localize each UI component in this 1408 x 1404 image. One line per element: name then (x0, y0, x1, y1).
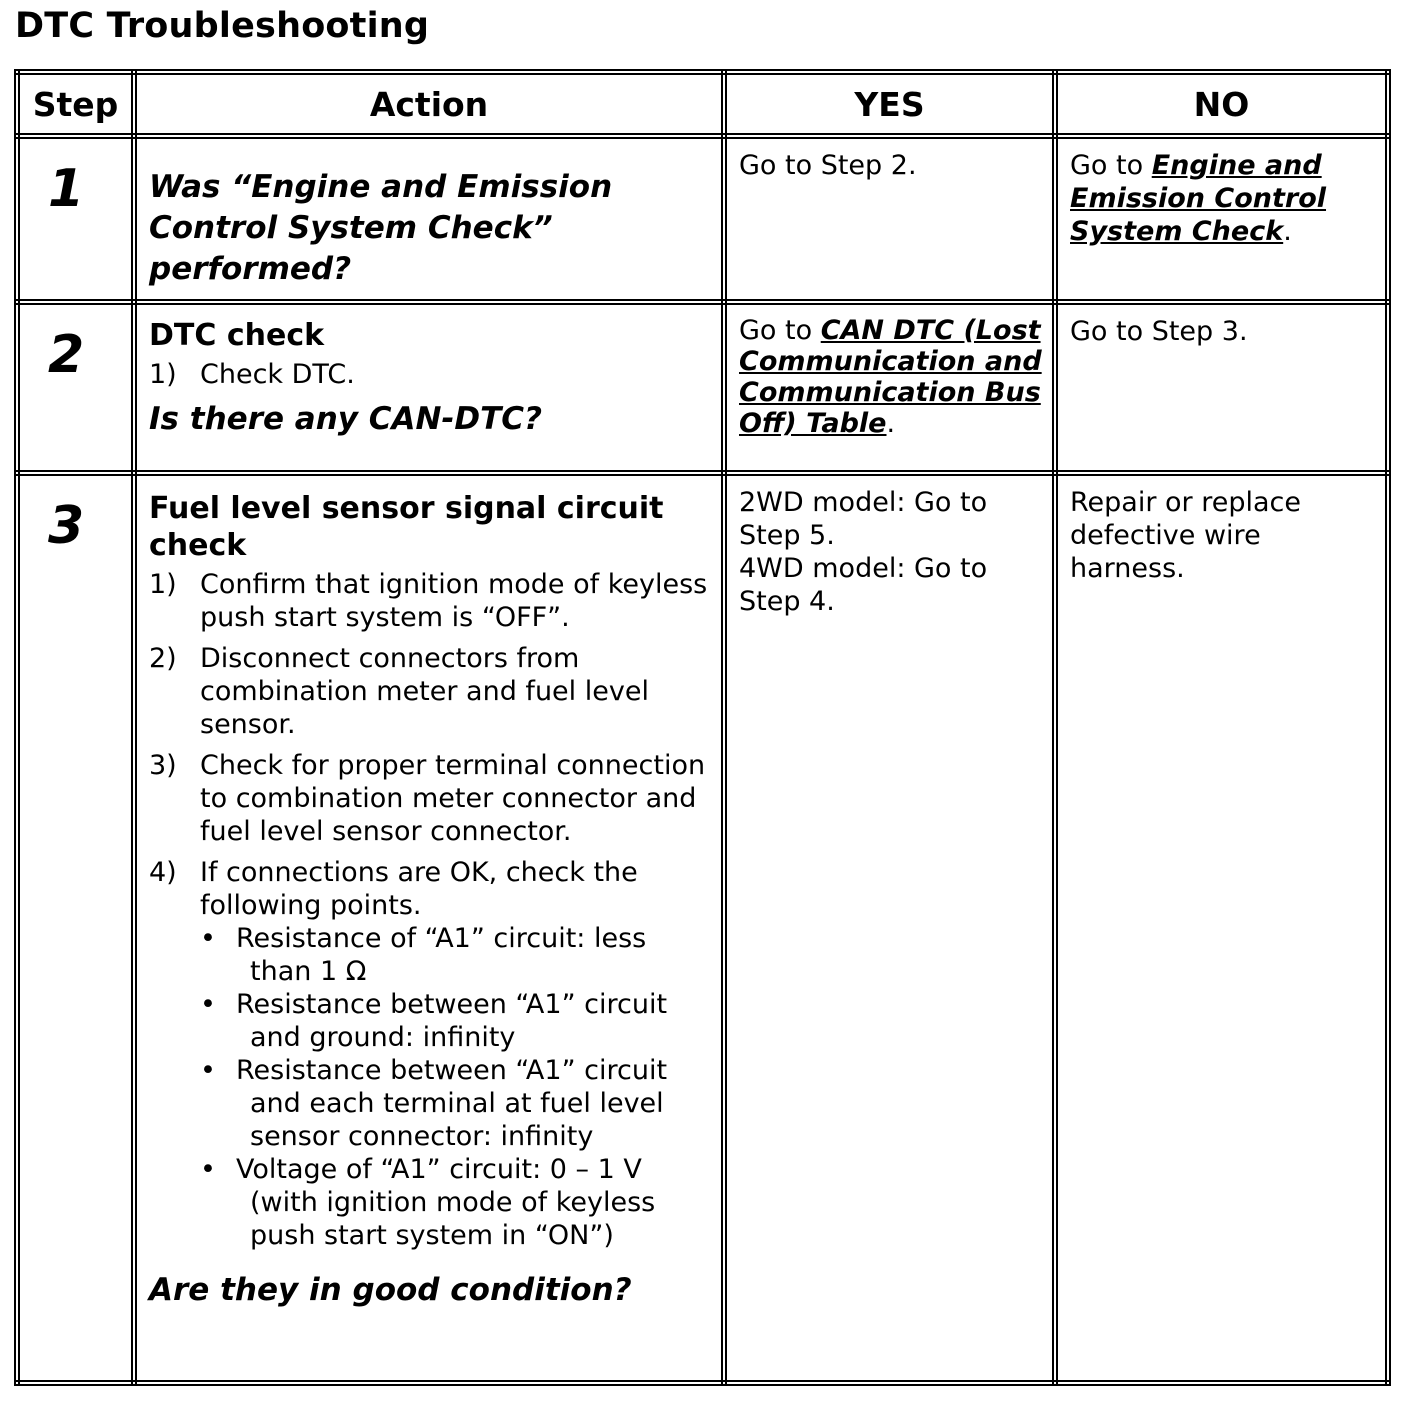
list-item (149, 749, 711, 848)
action-cell (134, 302, 724, 473)
header-no: NO (1055, 72, 1388, 136)
item-text: Check DTC. (200, 359, 355, 390)
list-item (149, 856, 711, 1252)
action-steps (149, 568, 711, 1252)
action-heading: DTC check (149, 318, 325, 353)
bullet-item: • Voltage of “A1” circuit: 0 – 1 V (with ignition mode of keyless push start system in “ON”) (214, 1153, 711, 1252)
yes-cell (724, 302, 1055, 473)
action-question: Is there any CAN-DTC? (149, 401, 542, 437)
step-cell (17, 473, 134, 1383)
yes-suffix: . (886, 408, 896, 439)
action-cell (134, 136, 724, 302)
no-prefix: Go to (1070, 150, 1152, 181)
no-cell (1055, 136, 1388, 302)
no-text: Go to Step 3. (1070, 316, 1248, 347)
yes-text: Go to Step 2. (739, 150, 917, 181)
no-cell (1055, 302, 1388, 473)
action-question: Are they in good condition? (149, 1272, 632, 1308)
action-heading: Fuel level sensor signal circuit check (149, 491, 664, 563)
action-steps (149, 358, 711, 391)
table-row-step-2 (17, 302, 1388, 473)
item-text: If connections are OK, check the following points. (200, 857, 638, 921)
list-item (149, 568, 711, 634)
table-header-row (17, 72, 1388, 136)
step-number: 2 (48, 325, 85, 385)
no-cell (1055, 473, 1388, 1383)
item-number: 1) (149, 569, 177, 600)
step-cell (17, 302, 134, 473)
item-text: Confirm that ignition mode of keyless push start system is “OFF”. (200, 569, 708, 633)
yes-cell (724, 473, 1055, 1383)
list-item (149, 358, 711, 391)
engine-emission-check-link[interactable]: Engine and Emission Control System Check (1070, 150, 1327, 247)
item-number: 4) (149, 857, 177, 888)
list-item (149, 642, 711, 741)
item-text: Disconnect connectors from combination meter and fuel level sensor. (200, 643, 649, 740)
table-row-step-3 (17, 473, 1388, 1383)
yes-cell (724, 136, 1055, 302)
action-question: Was “Engine and Emission Control System Check” performed? (149, 169, 613, 287)
bullet-item: • Resistance between “A1” circuit and each terminal at fuel level sensor connector: infinity (214, 1054, 711, 1153)
item-number: 3) (149, 750, 177, 781)
bullet-item: • Resistance of “A1” circuit: less than 1 Ω (214, 922, 711, 988)
can-dtc-table-link[interactable]: CAN DTC (Lost Communication and Communication Bus Off) Table (739, 315, 1042, 439)
table-row-step-1 (17, 136, 1388, 302)
no-text: Repair or replace defective wire harness. (1070, 487, 1301, 584)
yes-4wd-text: 4WD model: Go to Step 4. (739, 553, 988, 617)
header-yes: YES (724, 72, 1055, 136)
yes-prefix: Go to (739, 315, 821, 346)
header-action: Action (134, 72, 724, 136)
step-cell (17, 136, 134, 302)
page-title: DTC Troubleshooting (15, 6, 430, 46)
check-points-list (200, 922, 711, 1252)
step-number: 3 (48, 496, 85, 556)
yes-2wd-text: 2WD model: Go to Step 5. (739, 487, 988, 551)
item-number: 1) (149, 359, 177, 390)
bullet-item: • Resistance between “A1” circuit and ground: infinity (214, 988, 711, 1054)
dtc-table (14, 69, 1391, 1386)
action-cell (134, 473, 724, 1383)
item-number: 2) (149, 643, 177, 674)
no-suffix: . (1283, 216, 1292, 247)
header-step: Step (17, 72, 134, 136)
item-text: Check for proper terminal connection to combination meter connector and fuel level sensor connector. (200, 750, 706, 847)
step-number: 1 (48, 159, 85, 219)
